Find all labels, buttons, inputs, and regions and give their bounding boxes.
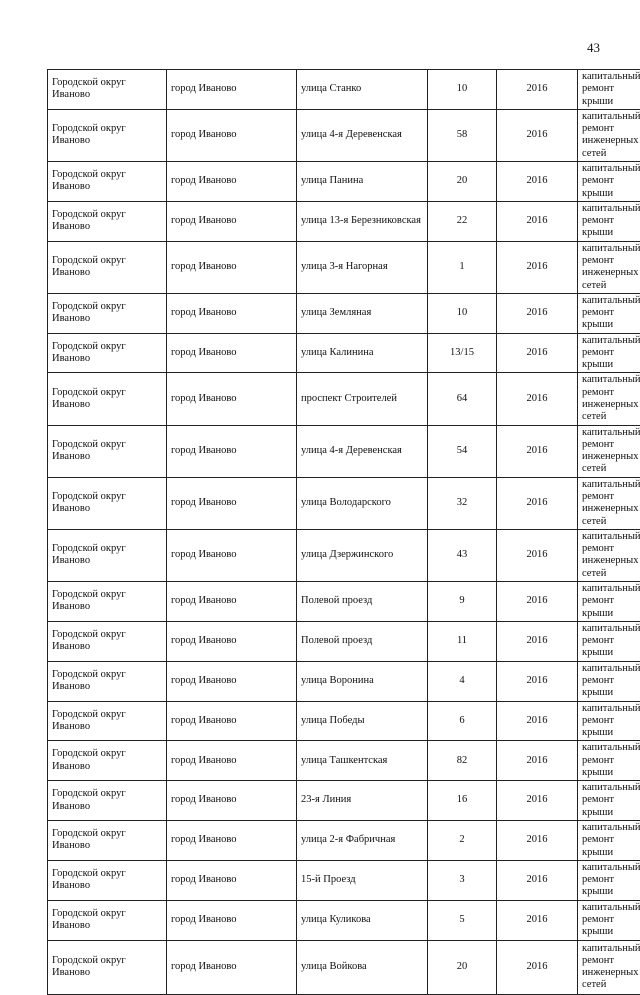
work-type-cell: капитальный ремонт крыши bbox=[578, 781, 640, 821]
table-row bbox=[48, 821, 640, 861]
city-cell: город Иваново bbox=[167, 425, 297, 477]
page-number: 43 bbox=[560, 40, 600, 56]
house-cell: 9 bbox=[428, 581, 497, 621]
district-cell: Городской округ Иваново bbox=[48, 940, 167, 994]
street-cell: 23-я Линия bbox=[297, 781, 428, 821]
city-cell: город Иваново bbox=[167, 900, 297, 940]
district-cell: Городской округ Иваново bbox=[48, 900, 167, 940]
table-row bbox=[48, 293, 640, 333]
city-cell: город Иваново bbox=[167, 781, 297, 821]
city-cell: город Иваново bbox=[167, 661, 297, 701]
table-row bbox=[48, 161, 640, 201]
city-cell: город Иваново bbox=[167, 161, 297, 201]
work-type-cell: капитальный ремонт крыши bbox=[578, 621, 640, 661]
work-type-cell: капитальный ремонт крыши bbox=[578, 581, 640, 621]
district-cell: Городской округ Иваново bbox=[48, 241, 167, 293]
city-cell: город Иваново bbox=[167, 70, 297, 110]
house-cell: 20 bbox=[428, 161, 497, 201]
street-cell: Полевой проезд bbox=[297, 581, 428, 621]
street-cell: проспект Строителей bbox=[297, 373, 428, 425]
district-cell: Городской округ Иваново bbox=[48, 70, 167, 110]
table-row bbox=[48, 70, 640, 110]
street-cell: улица 4-я Деревенская bbox=[297, 109, 428, 161]
city-cell: город Иваново bbox=[167, 581, 297, 621]
house-cell: 20 bbox=[428, 940, 497, 994]
house-cell: 43 bbox=[428, 529, 497, 581]
year-cell: 2016 bbox=[497, 741, 578, 781]
city-cell: город Иваново bbox=[167, 477, 297, 529]
district-cell: Городской округ Иваново bbox=[48, 373, 167, 425]
work-type-cell: капитальный ремонт крыши bbox=[578, 701, 640, 741]
work-type-cell: капитальный ремонт инженерных сетей bbox=[578, 529, 640, 581]
house-cell: 11 bbox=[428, 621, 497, 661]
street-cell: улица Земляная bbox=[297, 293, 428, 333]
street-cell: улица Панина bbox=[297, 161, 428, 201]
work-type-cell: капитальный ремонт крыши bbox=[578, 821, 640, 861]
house-cell: 54 bbox=[428, 425, 497, 477]
year-cell: 2016 bbox=[497, 661, 578, 701]
house-cell: 22 bbox=[428, 201, 497, 241]
year-cell: 2016 bbox=[497, 161, 578, 201]
housing-repair-table bbox=[47, 69, 640, 995]
district-cell: Городской округ Иваново bbox=[48, 201, 167, 241]
table-row bbox=[48, 621, 640, 661]
street-cell: улица 4-я Деревенская bbox=[297, 425, 428, 477]
house-cell: 32 bbox=[428, 477, 497, 529]
table-row bbox=[48, 373, 640, 425]
table-row bbox=[48, 581, 640, 621]
district-cell: Городской округ Иваново bbox=[48, 425, 167, 477]
street-cell: Полевой проезд bbox=[297, 621, 428, 661]
house-cell: 58 bbox=[428, 109, 497, 161]
work-type-cell: капитальный ремонт инженерных сетей bbox=[578, 241, 640, 293]
year-cell: 2016 bbox=[497, 581, 578, 621]
district-cell: Городской округ Иваново bbox=[48, 529, 167, 581]
city-cell: город Иваново bbox=[167, 373, 297, 425]
house-cell: 4 bbox=[428, 661, 497, 701]
year-cell: 2016 bbox=[497, 621, 578, 661]
year-cell: 2016 bbox=[497, 373, 578, 425]
street-cell: улица Володарского bbox=[297, 477, 428, 529]
year-cell: 2016 bbox=[497, 781, 578, 821]
table-row bbox=[48, 109, 640, 161]
year-cell: 2016 bbox=[497, 70, 578, 110]
district-cell: Городской округ Иваново bbox=[48, 821, 167, 861]
street-cell: улица Станко bbox=[297, 70, 428, 110]
city-cell: город Иваново bbox=[167, 940, 297, 994]
house-cell: 6 bbox=[428, 701, 497, 741]
year-cell: 2016 bbox=[497, 821, 578, 861]
table-row bbox=[48, 333, 640, 373]
street-cell: улица 13-я Березниковская bbox=[297, 201, 428, 241]
street-cell: улица 2-я Фабричная bbox=[297, 821, 428, 861]
year-cell: 2016 bbox=[497, 529, 578, 581]
work-type-cell: капитальный ремонт крыши bbox=[578, 201, 640, 241]
year-cell: 2016 bbox=[497, 333, 578, 373]
city-cell: город Иваново bbox=[167, 741, 297, 781]
district-cell: Городской округ Иваново bbox=[48, 109, 167, 161]
work-type-cell: капитальный ремонт крыши bbox=[578, 293, 640, 333]
work-type-cell: капитальный ремонт крыши bbox=[578, 70, 640, 110]
work-type-cell: капитальный ремонт крыши bbox=[578, 333, 640, 373]
table-row bbox=[48, 425, 640, 477]
year-cell: 2016 bbox=[497, 477, 578, 529]
year-cell: 2016 bbox=[497, 701, 578, 741]
street-cell: улица Куликова bbox=[297, 900, 428, 940]
city-cell: город Иваново bbox=[167, 821, 297, 861]
district-cell: Городской округ Иваново bbox=[48, 741, 167, 781]
table-row bbox=[48, 741, 640, 781]
year-cell: 2016 bbox=[497, 860, 578, 900]
street-cell: улица Ташкентская bbox=[297, 741, 428, 781]
table-row bbox=[48, 477, 640, 529]
city-cell: город Иваново bbox=[167, 621, 297, 661]
year-cell: 2016 bbox=[497, 201, 578, 241]
table-row bbox=[48, 781, 640, 821]
city-cell: город Иваново bbox=[167, 333, 297, 373]
city-cell: город Иваново bbox=[167, 293, 297, 333]
year-cell: 2016 bbox=[497, 900, 578, 940]
city-cell: город Иваново bbox=[167, 529, 297, 581]
table-row bbox=[48, 860, 640, 900]
work-type-cell: капитальный ремонт крыши bbox=[578, 161, 640, 201]
district-cell: Городской округ Иваново bbox=[48, 161, 167, 201]
street-cell: улица Победы bbox=[297, 701, 428, 741]
district-cell: Городской округ Иваново bbox=[48, 701, 167, 741]
district-cell: Городской округ Иваново bbox=[48, 477, 167, 529]
house-cell: 2 bbox=[428, 821, 497, 861]
year-cell: 2016 bbox=[497, 940, 578, 994]
street-cell: улица Войкова bbox=[297, 940, 428, 994]
house-cell: 5 bbox=[428, 900, 497, 940]
year-cell: 2016 bbox=[497, 293, 578, 333]
house-cell: 10 bbox=[428, 293, 497, 333]
work-type-cell: капитальный ремонт крыши bbox=[578, 661, 640, 701]
street-cell: улица 3-я Нагорная bbox=[297, 241, 428, 293]
work-type-cell: капитальный ремонт инженерных сетей bbox=[578, 940, 640, 994]
house-cell: 16 bbox=[428, 781, 497, 821]
table-row bbox=[48, 529, 640, 581]
table-row bbox=[48, 701, 640, 741]
year-cell: 2016 bbox=[497, 109, 578, 161]
city-cell: город Иваново bbox=[167, 860, 297, 900]
district-cell: Городской округ Иваново bbox=[48, 293, 167, 333]
house-cell: 82 bbox=[428, 741, 497, 781]
house-cell: 10 bbox=[428, 70, 497, 110]
work-type-cell: капитальный ремонт крыши bbox=[578, 741, 640, 781]
work-type-cell: капитальный ремонт инженерных сетей bbox=[578, 373, 640, 425]
street-cell: улица Калинина bbox=[297, 333, 428, 373]
district-cell: Городской округ Иваново bbox=[48, 621, 167, 661]
work-type-cell: капитальный ремонт крыши bbox=[578, 860, 640, 900]
table-row bbox=[48, 900, 640, 940]
city-cell: город Иваново bbox=[167, 701, 297, 741]
street-cell: 15-й Проезд bbox=[297, 860, 428, 900]
year-cell: 2016 bbox=[497, 425, 578, 477]
street-cell: улица Дзержинского bbox=[297, 529, 428, 581]
district-cell: Городской округ Иваново bbox=[48, 333, 167, 373]
work-type-cell: капитальный ремонт инженерных сетей bbox=[578, 425, 640, 477]
city-cell: город Иваново bbox=[167, 109, 297, 161]
district-cell: Городской округ Иваново bbox=[48, 661, 167, 701]
house-cell: 1 bbox=[428, 241, 497, 293]
district-cell: Городской округ Иваново bbox=[48, 581, 167, 621]
district-cell: Городской округ Иваново bbox=[48, 781, 167, 821]
city-cell: город Иваново bbox=[167, 201, 297, 241]
street-cell: улица Воронина bbox=[297, 661, 428, 701]
work-type-cell: капитальный ремонт крыши bbox=[578, 900, 640, 940]
work-type-cell: капитальный ремонт инженерных сетей bbox=[578, 477, 640, 529]
house-cell: 64 bbox=[428, 373, 497, 425]
house-cell: 13/15 bbox=[428, 333, 497, 373]
table-row bbox=[48, 940, 640, 994]
house-cell: 3 bbox=[428, 860, 497, 900]
city-cell: город Иваново bbox=[167, 241, 297, 293]
year-cell: 2016 bbox=[497, 241, 578, 293]
work-type-cell: капитальный ремонт инженерных сетей bbox=[578, 109, 640, 161]
table-row bbox=[48, 661, 640, 701]
district-cell: Городской округ Иваново bbox=[48, 860, 167, 900]
table-row bbox=[48, 241, 640, 293]
table-row bbox=[48, 201, 640, 241]
